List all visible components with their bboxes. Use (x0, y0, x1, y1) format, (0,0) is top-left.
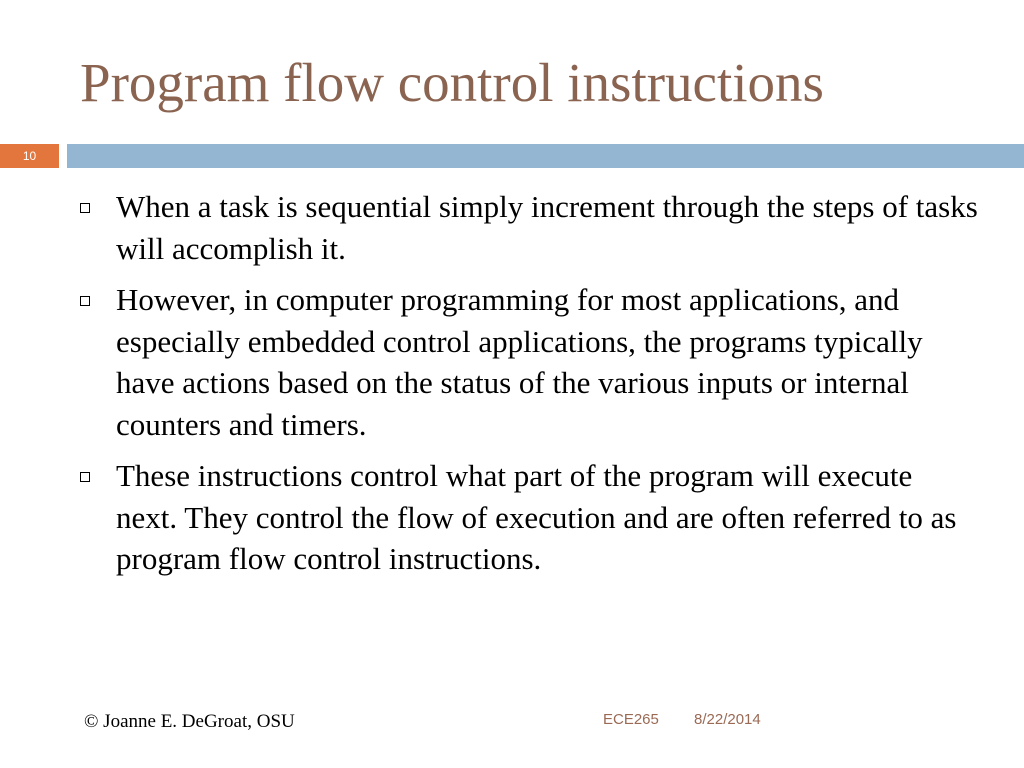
footer-course: ECE265 (603, 711, 659, 728)
footer-copyright: © Joanne E. DeGroat, OSU (84, 711, 295, 732)
square-bullet-icon (80, 296, 90, 306)
bullet-item (80, 186, 980, 269)
title-divider-bar (67, 144, 1024, 168)
bullet-text: However, in computer programming for most applications, and especially embedded control applications, the programs typically have actions based on the status of the various inputs or internal counters and timers. (116, 282, 923, 442)
square-bullet-icon (80, 203, 90, 213)
footer-date: 8/22/2014 (694, 711, 761, 728)
square-bullet-icon (80, 472, 90, 482)
slide-number-badge: 10 (0, 144, 59, 168)
bullet-item (80, 455, 980, 580)
bullet-text: These instructions control what part of the program will execute next. They control the flow of execution and are often referred to as program flow control instructions. (116, 458, 957, 576)
bullet-item (80, 279, 980, 445)
bullet-list (80, 186, 980, 590)
bullet-text: When a task is sequential simply increment through the steps of tasks will accomplish it. (116, 189, 978, 266)
slide-title: Program flow control instructions (80, 52, 824, 113)
